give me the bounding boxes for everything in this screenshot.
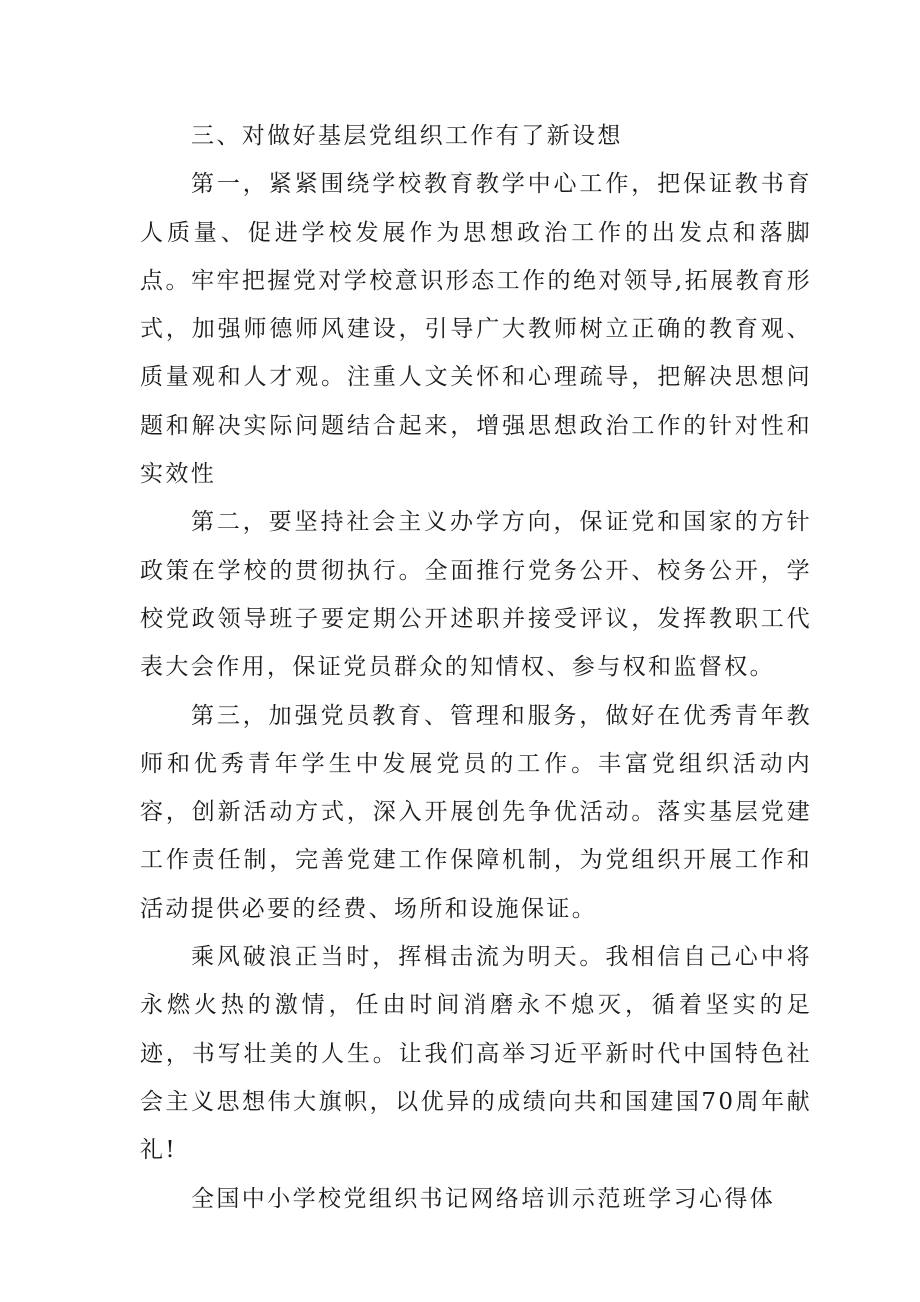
paragraph-second: 第二，要坚持社会主义办学方向，保证党和国家的方针政策在学校的贯彻执行。全面推行党务公开、校务公开，学校党政领导班子要定期公开述职并接受评议，发挥教职工代表大会作用，保证党员群众的知情权、参与权和监督权。	[140, 509, 812, 681]
section-heading: 三、对做好基层党组织工作有了新设想	[191, 123, 623, 149]
document-body	[140, 112, 812, 1223]
paragraph-title-line: 全国中小学校党组织书记网络培训示范班学习心得体	[191, 1185, 776, 1212]
paragraph-first: 第一，紧紧围绕学校教育教学中心工作，把保证教书育人质量、促进学校发展作为思想政治工作的出发点和落脚点。牢牢把握党对学校意识形态工作的绝对领导,拓展教育形式，加强师德师风建设，引导广大教师树立正确的教育观、质量观和人才观。注重人文关怀和心理疏导，把解决思想问题和解决实际问题结合起来，增强思想政治工作的针对性和实效性	[140, 171, 812, 488]
paragraph-closing: 乘风破浪正当时，挥楫击流为明天。我相信自己心中将永燃火热的激情，任由时间消磨永不熄灭，循着坚实的足迹，书写壮美的人生。让我们高举习近平新时代中国特色社会主义思想伟大旗帜，以优异的成绩向共和国建国70周年献礼!	[140, 944, 812, 1164]
paragraph-third: 第三，加强党员教育、管理和服务，做好在优秀青年教师和优秀青年学生中发展党员的工作。丰富党组织活动内容，创新活动方式，深入开展创先争优活动。落实基层党建工作责任制，完善党建工作保障机制，为党组织开展工作和活动提供必要的经费、场所和设施保证。	[140, 702, 812, 922]
